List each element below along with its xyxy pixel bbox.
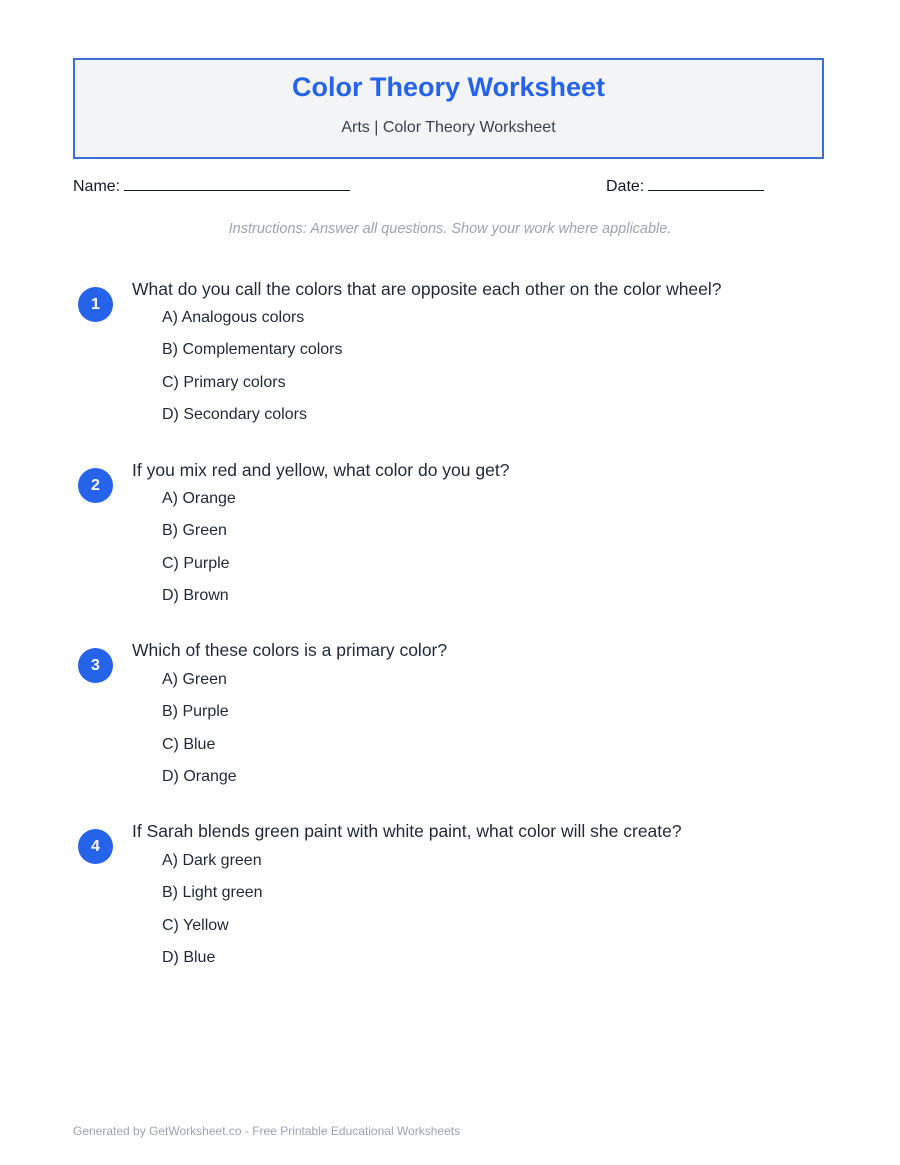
date-label: Date: bbox=[606, 178, 645, 195]
question-number-badge: 3 bbox=[78, 648, 113, 683]
date-field bbox=[606, 176, 764, 196]
worksheet-title: Color Theory Worksheet bbox=[291, 72, 606, 102]
question-number-badge: 2 bbox=[78, 468, 113, 503]
option-c: C) Blue bbox=[162, 736, 216, 753]
option-c: C) Purple bbox=[162, 555, 230, 572]
option-a: A) Analogous colors bbox=[162, 309, 305, 326]
instructions-text: Instructions: Answer all questions. Show your work where applicable. bbox=[228, 221, 672, 237]
name-label: Name: bbox=[73, 178, 121, 195]
question-text: What do you call the colors that are opposite each other on the color wheel? bbox=[132, 279, 722, 299]
question-text: Which of these colors is a primary color? bbox=[132, 640, 448, 660]
option-a: A) Dark green bbox=[162, 852, 262, 869]
option-b: B) Light green bbox=[162, 884, 263, 901]
option-b: B) Complementary colors bbox=[162, 341, 343, 358]
option-d: D) Orange bbox=[162, 768, 237, 785]
name-field bbox=[73, 176, 350, 196]
worksheet-header bbox=[73, 58, 824, 159]
option-a: A) Orange bbox=[162, 490, 236, 507]
question-number-badge: 1 bbox=[78, 287, 113, 322]
option-c: C) Primary colors bbox=[162, 374, 286, 391]
option-b: B) Purple bbox=[162, 703, 229, 720]
option-d: D) Blue bbox=[162, 949, 216, 966]
option-b: B) Green bbox=[162, 522, 227, 539]
option-d: D) Secondary colors bbox=[162, 406, 307, 423]
question-text: If you mix red and yellow, what color do you get? bbox=[132, 460, 510, 480]
worksheet-subtitle: Arts | Color Theory Worksheet bbox=[341, 119, 556, 136]
name-blank-line[interactable] bbox=[124, 176, 350, 191]
question-number-badge: 4 bbox=[78, 829, 113, 864]
option-a: A) Green bbox=[162, 671, 227, 688]
option-d: D) Brown bbox=[162, 587, 229, 604]
option-c: C) Yellow bbox=[162, 917, 229, 934]
footer-credit: Generated by GetWorksheet.co - Free Printable Educational Worksheets bbox=[73, 1124, 461, 1138]
date-blank-line[interactable] bbox=[648, 176, 764, 191]
question-text: If Sarah blends green paint with white paint, what color will she create? bbox=[132, 821, 682, 841]
